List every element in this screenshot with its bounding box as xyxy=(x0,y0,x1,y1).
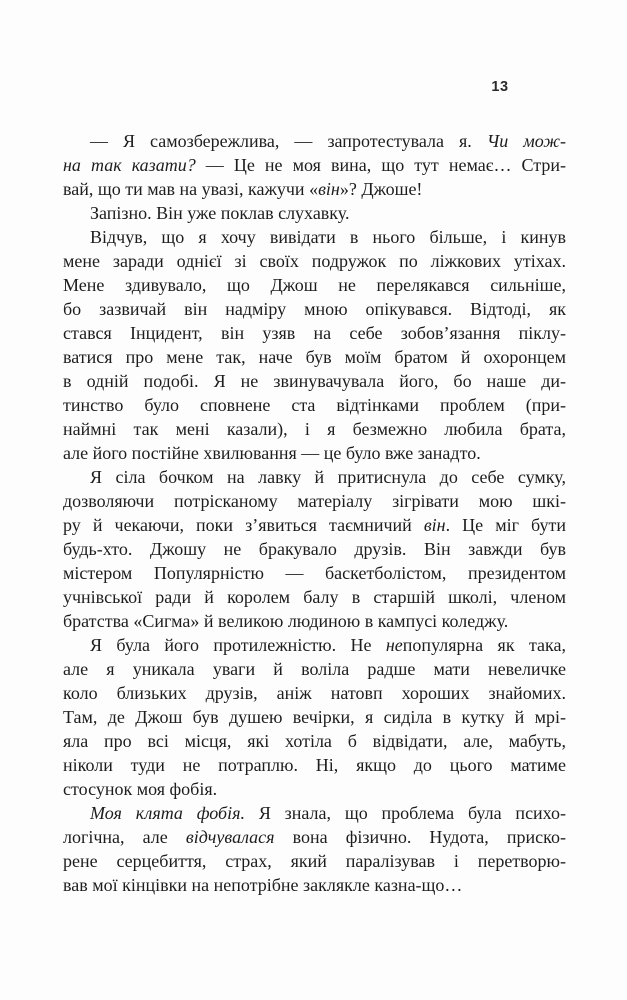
emphasized-text: він xyxy=(318,179,340,199)
emphasized-text: не xyxy=(385,635,403,655)
text-segment: Запізно. Він уже поклав слухавку. xyxy=(90,203,350,223)
text-segment: але його постійне хвилювання — це було вже занадто. xyxy=(63,443,481,463)
text-segment: Я сіла бочком на лавку й притиснула до себе сумку, xyxy=(90,467,566,487)
text-line xyxy=(63,537,566,561)
text-line xyxy=(63,225,566,249)
text-line xyxy=(63,657,566,681)
text-segment: — Це не моя вина, що тут немає… Стри- xyxy=(195,155,567,175)
text-line xyxy=(63,825,566,849)
text-segment: будь-хто. Джошу не бракувало друзів. Він завжди був xyxy=(63,539,566,559)
text-segment: — Я самозбережлива, — запротестувала я. xyxy=(90,131,487,151)
text-line xyxy=(63,681,566,705)
text-segment: логічна, але xyxy=(63,827,186,847)
emphasized-text: на так казати? xyxy=(63,155,196,175)
text-segment: вай, що ти мав на увазі, кажучи « xyxy=(63,179,319,199)
text-segment: ніколи туди не потраплю. Ні, якщо до цього матиме xyxy=(63,755,566,775)
text-line xyxy=(63,753,566,777)
text-line xyxy=(63,417,566,441)
text-segment: вона фізично. Нудота, приско- xyxy=(274,827,566,847)
text-segment: але я уникала уваги й воліла радше мати невеличке xyxy=(63,659,566,679)
text-line xyxy=(63,129,566,153)
text-line xyxy=(63,585,566,609)
text-line xyxy=(63,321,566,345)
text-line xyxy=(63,609,566,633)
text-line xyxy=(63,873,566,897)
text-segment: коло близьких друзів, аніж натовп хороших знайомих. xyxy=(63,683,566,703)
text-segment: Я знала, що проблема була психо- xyxy=(244,803,566,823)
text-line xyxy=(63,801,566,825)
text-line xyxy=(63,465,566,489)
text-line xyxy=(63,201,566,225)
text-line xyxy=(63,273,566,297)
text-line xyxy=(63,633,566,657)
text-line xyxy=(63,441,566,465)
emphasized-text: відчувалася xyxy=(185,827,275,847)
text-line xyxy=(63,345,566,369)
text-segment: ру й чекаючи, поки з’явиться таємничий xyxy=(63,515,424,535)
text-segment: в одній подобі. Я не звинувачувала його, бо наше ди- xyxy=(63,371,566,391)
page-number: 13 xyxy=(491,79,509,95)
text-segment: стосунок моя фобія. xyxy=(63,779,218,799)
emphasized-text: він xyxy=(423,515,446,535)
text-segment: братства «Сигма» й великою людиною в кампусі коледжу. xyxy=(63,611,509,631)
text-segment: рене серцебиття, страх, який паралізував і перетворю- xyxy=(63,851,566,871)
text-line xyxy=(63,177,566,201)
text-segment: бо зазвичай він надміру мною опікувався. Відтоді, як xyxy=(63,299,566,319)
text-line xyxy=(63,489,566,513)
text-line xyxy=(63,849,566,873)
text-segment: тинство було сповнене ста відтінками проблем (при- xyxy=(63,395,566,415)
text-segment: вав мої кінцівки на непотрібне заклякле казна-що… xyxy=(63,875,463,895)
text-line xyxy=(63,297,566,321)
text-segment: ватися про мене так, наче був моїм братом й охоронцем xyxy=(63,347,566,367)
emphasized-text: Моя клята фобія. xyxy=(90,803,245,823)
text-line xyxy=(63,153,566,177)
emphasized-text: Чи мож- xyxy=(486,131,566,151)
text-segment: популярна як така, xyxy=(402,635,566,655)
text-segment: яла про всі місця, які хотіла б відвідати, але, мабуть, xyxy=(63,731,566,751)
text-segment: Відчув, що я хочу вивідати в нього більше, і кинув xyxy=(90,227,566,247)
text-segment: містером Популярністю — баскетболістом, президентом xyxy=(63,563,566,583)
text-line xyxy=(63,561,566,585)
text-segment: Я була його протилежністю. Не xyxy=(90,635,386,655)
text-segment: дозволяючи потрісканому матеріалу зігрівати мою шкі- xyxy=(63,491,566,511)
text-segment: Мене здивувало, що Джош не перелякався сильніше, xyxy=(63,275,566,295)
text-line xyxy=(63,729,566,753)
body-text xyxy=(63,129,566,897)
text-segment: наймні так мені казали), і я безмежно любила брата, xyxy=(63,419,566,439)
text-segment: мене заради однієї зі своїх подружок по ліжкових утіхах. xyxy=(63,251,566,271)
text-line xyxy=(63,705,566,729)
text-segment: учнівської ради й королем балу в старшій школі, членом xyxy=(63,587,566,607)
text-line xyxy=(63,393,566,417)
text-line xyxy=(63,513,566,537)
text-line xyxy=(63,249,566,273)
text-segment: стався Інцидент, він узяв на себе зобов’язання піклу- xyxy=(63,323,566,343)
text-segment: Там, де Джош був душею вечірки, я сиділа в кутку й мрі- xyxy=(63,707,566,727)
text-segment: »? Джоше! xyxy=(339,179,423,199)
text-segment: . Це міг бути xyxy=(445,515,567,535)
text-line xyxy=(63,777,566,801)
text-line xyxy=(63,369,566,393)
